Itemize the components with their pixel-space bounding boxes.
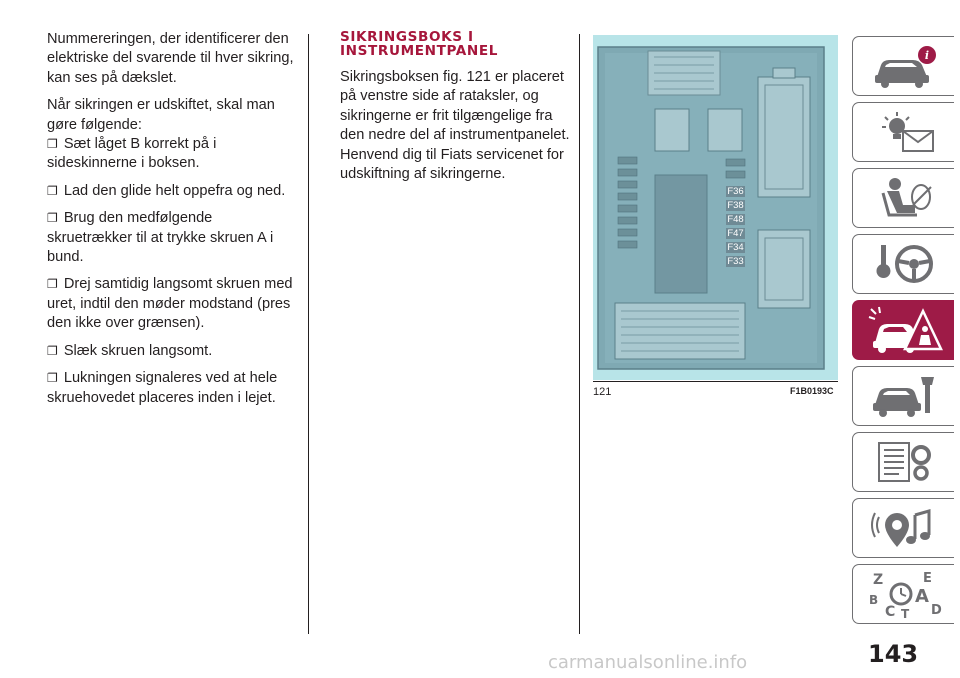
tab-starting-driving[interactable] xyxy=(852,234,954,294)
checkbox-bullet-icon: ❐ xyxy=(47,137,58,152)
section-title-line: SIKRINGSBOKS I xyxy=(340,29,474,45)
specs-gear-icon xyxy=(869,439,939,485)
svg-text:i: i xyxy=(924,49,929,62)
index-letter: C xyxy=(884,604,895,620)
index-letter: D xyxy=(930,603,942,618)
step-text: Brug den medfølgende skruetrækker til at trykke skruen A i bund. xyxy=(47,210,274,266)
seat-airbag-icon xyxy=(869,175,939,221)
figure-caption-rule xyxy=(593,381,838,382)
fuse-label: F33 xyxy=(727,256,744,267)
figure-number: 121 xyxy=(593,386,612,398)
page-number: 143 xyxy=(868,640,919,668)
section-title-line: INSTRUMENTPANEL xyxy=(340,43,499,59)
left-column xyxy=(47,30,299,416)
step-text: Lad den glide helt oppefra og ned. xyxy=(63,182,286,199)
warning-light-envelope-icon xyxy=(869,109,939,155)
checkbox-bullet-icon: ❐ xyxy=(47,183,58,198)
watermark: carmanualsonline.info xyxy=(548,652,748,673)
tab-index[interactable] xyxy=(852,564,954,624)
step-item xyxy=(47,135,299,174)
fuse-label: F38 xyxy=(727,200,744,211)
tab-technical-data[interactable] xyxy=(852,432,954,492)
step-item xyxy=(47,369,299,408)
fuse-label: F48 xyxy=(727,214,744,225)
index-letter: E xyxy=(922,571,932,586)
step-text: Slæk skruen langsomt. xyxy=(63,342,213,359)
index-letter: T xyxy=(900,607,909,620)
step-item xyxy=(47,182,299,201)
index-letter: B xyxy=(868,593,878,607)
column-divider xyxy=(308,34,309,634)
step-item xyxy=(47,209,299,267)
step-item xyxy=(47,275,299,333)
media-music-icon xyxy=(869,505,939,551)
checkbox-bullet-icon: ❐ xyxy=(47,211,58,226)
fuse-label: F36 xyxy=(727,186,744,197)
lead-paragraph: Når sikringen er udskiftet, skal man gøre følgende: xyxy=(47,97,275,133)
tab-warning-lights[interactable] xyxy=(852,102,954,162)
key-steering-wheel-icon xyxy=(869,241,939,287)
tab-emergency[interactable] xyxy=(852,300,954,360)
step-text: Sæt låget B korrekt på i sideskinnerne i boksen. xyxy=(47,136,217,172)
step-text: Drej samtidig langsomt skruen med uret, indtil den møder modstand (pres den ikke over grænsen). xyxy=(47,276,293,332)
fuse-label: F47 xyxy=(727,228,744,239)
fuse-box-illustration xyxy=(593,35,838,380)
tab-safety[interactable] xyxy=(852,168,954,228)
index-letter: A xyxy=(914,586,929,607)
index-letters-icon xyxy=(865,568,943,620)
checkbox-bullet-icon: ❐ xyxy=(47,371,58,386)
tab-multimedia[interactable] xyxy=(852,498,954,558)
fuse-label: F34 xyxy=(727,242,744,253)
checkbox-bullet-icon: ❐ xyxy=(47,343,58,358)
car-info-icon xyxy=(869,43,939,89)
fuse-box-figure xyxy=(593,35,838,380)
tab-car-info[interactable] xyxy=(852,36,954,96)
index-letter: Z xyxy=(872,572,883,588)
section-title xyxy=(340,30,576,58)
step-item xyxy=(47,342,299,361)
car-wrench-icon xyxy=(869,373,939,419)
car-emergency-icon xyxy=(865,305,943,355)
checkbox-bullet-icon: ❐ xyxy=(47,277,58,292)
intro-paragraph: Nummereringen, der identificerer den elektriske del svarende til hver sikring, kan ses på dækslet. xyxy=(47,31,294,86)
middle-column xyxy=(340,30,576,192)
service-paragraph: Henvend dig til Fiats servicenet for udskiftning af sikringerne. xyxy=(340,146,564,183)
column-divider xyxy=(579,34,580,634)
step-text: Lukningen signaleres ved at hele skruehovedet placeres inden i lejet. xyxy=(47,370,278,406)
tab-maintenance[interactable] xyxy=(852,366,954,426)
location-paragraph: Sikringsboksen fig. 121 er placeret på venstre side af rataksler, og sikringerne er frit tilgængelige fra den nedre del af instrumentpanelet. xyxy=(340,69,570,144)
figure-code: F1B0193C xyxy=(790,386,834,396)
